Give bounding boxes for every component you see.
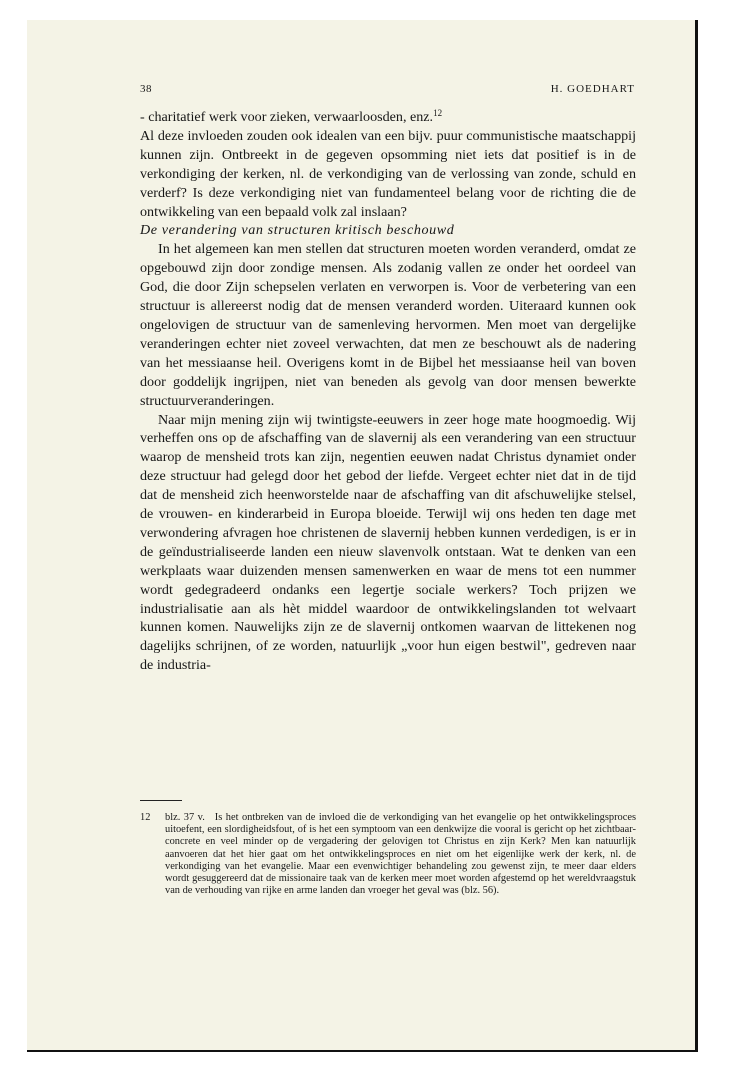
footnote-number: 12 xyxy=(140,812,151,823)
intro-paragraph: Al deze invloeden zouden ook idealen van een bijv. puur communistische maatschappij kunnen zijn. Ontbreekt in de gegeven opsomming niet iets dat positief is in de verkondiging der kerken, nl. de verkondiging van de verlossing van zonde, schuld en verderf? Is deze verkondiging niet van fundamenteel belang voor de richting die de ontwikkeling van een bepaald volk zal inslaan? xyxy=(140,127,636,220)
footnote-divider xyxy=(140,800,182,801)
footnote-page-reference: blz. 37 v. xyxy=(165,812,205,823)
list-item xyxy=(140,108,636,127)
body-text xyxy=(140,108,636,675)
footnote-reference: 12 xyxy=(433,108,443,118)
section-heading: De verandering van structuren kritisch beschouwd xyxy=(140,222,455,239)
footnote xyxy=(140,812,636,897)
list-item-text: - charitatief werk voor zieken, verwaarloosden, enz. xyxy=(140,109,434,125)
footnote-body xyxy=(165,812,636,897)
paragraph: In het algemeen kan men stellen dat structuren moeten worden veranderd, omdat ze opgebouwd zijn door zondige mensen. Als zodanig vallen ze onder het oordeel van God, die door Zijn schepselen verlaten en verworpen is. Voor de verbetering van een structuur is allereerst nodig dat de mensen veranderd worden. Uiteraard kunnen ook ongelovigen de structuur van de samenleving hervormen. Men moet van dergelijke veranderingen echter niet zoveel verwachten, dat men ze beschouwt als de nadering van het messiaanse heil. Overigens komt in de Bijbel het messiaanse heil van boven door goddelijk ingrijpen, niet van beneden als gevolg van door mensen bewerkte structuurveranderingen. xyxy=(140,241,636,409)
running-header-author: H. GOEDHART xyxy=(550,83,635,95)
footnote-text: Is het ontbreken van de invloed die de verkondiging van het evangelie op het ontwikkelingsproces uitoefent, een slordigheidsfout, of is het een symptoom van een denkwijze die vooral is gericht op het zichtbaar-concrete en veel minder op de vergadering der gelovigen tot Christus en zijn Kerk? Men kan natuurlijk aanvoeren dat het hier gaat om het ontwikkelingsproces en niet om het eigenlijke werk der kerk, nl. de verkondiging van het evangelie. Maar een evenwichtiger behandeling zou gewenst zijn, te meer daar elders wordt gesuggereerd dat de missionaire taak van de kerken meer moet worden afgestemd op het wereldvraagstuk van de verhouding van rijke en arme landen dan vroeger het geval was (blz. 56). xyxy=(165,812,636,897)
paragraph: Naar mijn mening zijn wij twintigste-eeuwers in zeer hoge mate hoogmoedig. Wij verheffen ons op de afschaffing van de slavernij als een verandering van een structuur waarop de mensheid trots kan zijn, negentien eeuwen nadat Christus dynamiet onder deze structuur had gelegd door het gebod der liefde. Vergeet echter niet dat in de tijd dat de mensheid zich heenworstelde naar de afschaffing van dit afschuwelijke stelsel, de vrouwen- en kinderarbeid in Europa bloeide. Terwijl wij ons heden ten dage met verwondering afvragen hoe christenen de slavernij hebben kunnen verdedigen, is er in de geïndustrialiseerde landen een nieuw slavenvolk ontstaan. Wat te denken van een werkplaats waar duizenden mensen samenwerken en waar de mens tot een nummer wordt gedegradeerd ondanks een legertje sociale werkers? Toch prijzen we industrialisatie aan als hèt middel waardoor de ontwikkelingslanden tot welvaart kunnen komen. Nauwelijks zijn ze de slavernij ontkomen waarvan de littekenen nog dagelijks schrijnen, of ze worden, natuurlijk „voor hun eigen bestwil", gedreven naar de industria- xyxy=(140,411,636,674)
page-number: 38 xyxy=(140,83,152,95)
